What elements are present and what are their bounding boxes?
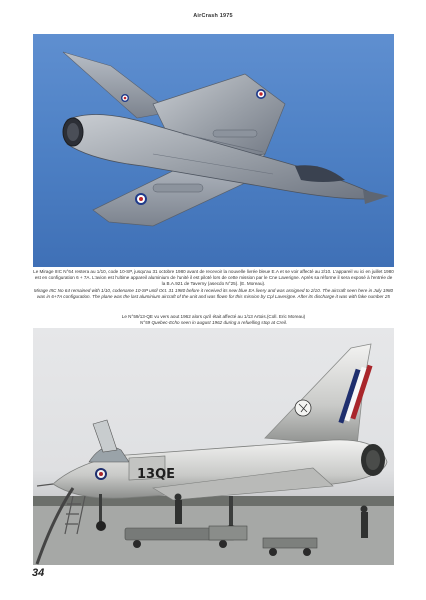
fuselage-code: 13QE <box>137 467 176 482</box>
caption-second-photo <box>33 314 394 326</box>
caption-first-french: Le Mirage IIIC N°64 restera au 1/10, code 10-SP, jusqu'au 31 octobre 1980 avant de recevoir la nouvelle livrée bleue E.A et se voir affecté au 2/10. L'appareil vu ici en juillet 1980 est en configuration 6 + 7A. L'avion est l'ultime appareil aluminium de l'unité il est piloté lors de cette mission par le Cne Laverigne. Après sa réforme il sera exposé à l'entrée de la B.A.921 de Taverny (asecdo N°25). (E. Moreau). <box>33 269 394 287</box>
photo-mirage-refuelling <box>33 328 394 565</box>
caption-first-photo <box>33 269 394 300</box>
caption-first-english: Mirage IIIC No 64 remained with 1/10, codename 10-SP until Oct. 31 1980 before it received its new blue EA livery and was assigned to 2/10. The aircraft seen here in July 1980 was in 6+7A configuration. The plane was the last aluminium aircraft of the unit and was flown for this mission by Cpl Laverigne. After its discharge it was with fake number 25 <box>33 287 394 299</box>
photo-mirage-in-flight <box>33 34 394 267</box>
page-number: 34 <box>32 567 45 579</box>
caption-second-french: Le N°59/13-QE vu vers aout 1962 alors qu'il était affecté au 1/13 Artois.(Coll. Eric Moreau) <box>121 314 306 319</box>
caption-second-english: N°59 Quebec-Echo seen in august 1962 during a refuelling stop at Creil. <box>139 320 288 326</box>
running-header: AirCrash 1975 <box>193 13 233 19</box>
